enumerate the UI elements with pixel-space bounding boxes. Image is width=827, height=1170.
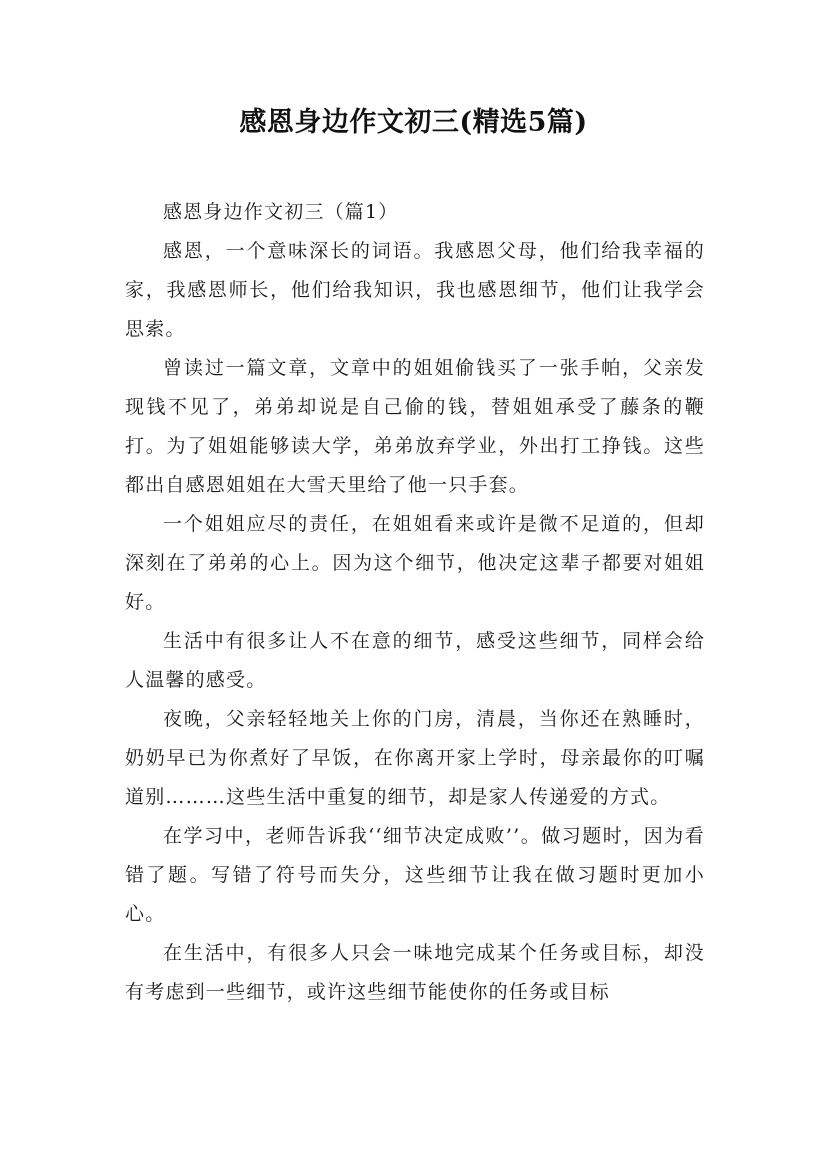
paragraph: 曾读过一篇文章，文章中的姐姐偷钱买了一张手帕，父亲发现钱不见了，弟弟却说是自己偷的钱，替姐姐承受了藤条的鞭打。为了姐姐能够读大学，弟弟放弃学业，外出打工挣钱。这些都出自感恩姐姐在大雪天里给了他一只手套。 — [125, 357, 705, 496]
paragraph: 一个姐姐应尽的责任，在姐姐看来或许是微不足道的，但却深刻在了弟弟的心上。因为这个细节，他决定这辈子都要对姐姐好。 — [125, 513, 705, 613]
paragraph: 在生活中，有很多人只会一味地完成某个任务或目标，却没有考虑到一些细节，或许这些细节能使你的任务或目标 — [125, 942, 705, 1003]
paragraph: 在学习中，老师告诉我‘‘细节决定成败’’。做习题时，因为看错了题。写错了符号而失分，这些细节让我在做习题时更加小心。 — [125, 825, 705, 925]
paragraph: 生活中有很多让人不在意的细节，感受这些细节，同样会给人温馨的感受。 — [125, 630, 705, 691]
paragraph: 夜晚，父亲轻轻地关上你的门房，清晨，当你还在熟睡时，奶奶早已为你煮好了早饭，在你离开家上学时，母亲最你的叮嘱道别………这些生活中重复的细节，却是家人传递爱的方式。 — [125, 708, 705, 808]
section-heading: 感恩身边作文初三（篇1） — [163, 201, 399, 223]
document-title: 感恩身边作文初三(精选5篇) — [239, 107, 588, 138]
paragraph: 感恩，一个意味深长的词语。我感恩父母，他们给我幸福的家，我感恩师长，他们给我知识，我也感恩细节，他们让我学会思索。 — [125, 240, 705, 340]
document-body — [125, 193, 705, 1012]
